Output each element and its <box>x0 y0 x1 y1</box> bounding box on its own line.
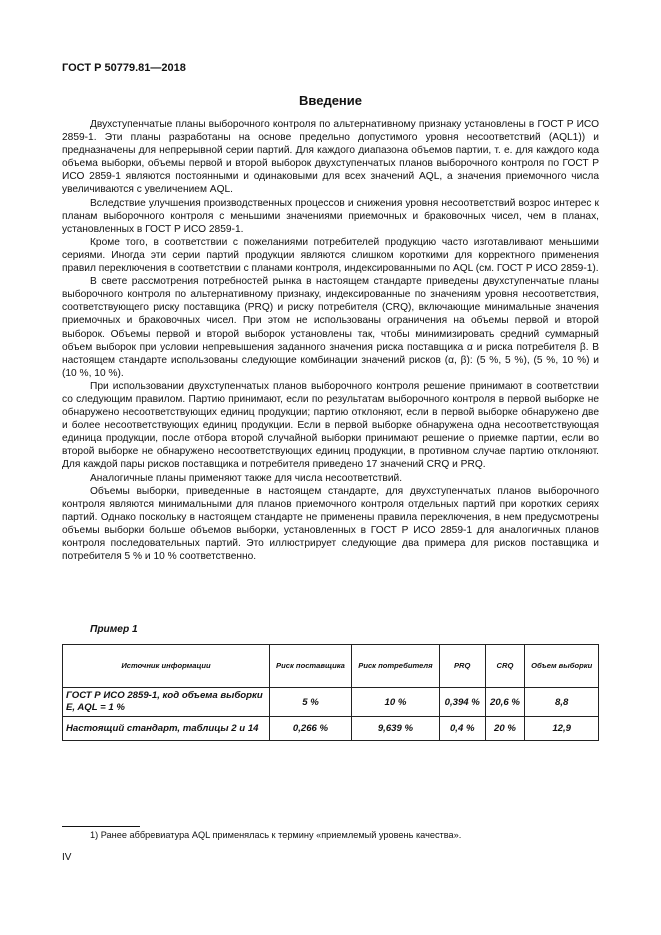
table-cell: 0,266 % <box>270 717 352 741</box>
col-header-prq: PRQ <box>439 645 485 688</box>
table-cell: 9,639 % <box>351 717 439 741</box>
example-label: Пример 1 <box>90 624 138 635</box>
table-cell: 0,394 % <box>439 688 485 717</box>
paragraph-5: При использовании двухступенчатых планов выборочного контроля решение принимают в соответствии со следующим правилом. Партию принимают, если по результатам выборочного контроля в первой выборке не обнаружено несоответствующих единиц продукции; партию отклоняют, если в первой выборке обнаружено две и более несоответствующих единиц продукции. Если в первой выборке обнаружена одна несоответствующая единица продукции, после отбора второй случайной выборки принимают решение о приемке партии, если во второй выборке не обнаружено несоответствующих единиц продукции, в противном случае партию отклоняют. Для каждой пары рисков поставщика и потребителя приведено 17 значений CRQ и PRQ. <box>62 380 599 471</box>
table-cell: 20,6 % <box>485 688 525 717</box>
table-cell: 12,9 <box>525 717 599 741</box>
paragraph-1: Двухступенчатые планы выборочного контроля по альтернативному признаку установлены в ГОСТ Р ИСО 2859-1. Эти планы разработаны на основе предельно допустимого уровня несоответствий (AQL1)) и предназначены для непрерывной серии партий. Для каждого диапазона объемов партии, т. е. для каждого кода объема выборки, объемы первой и второй выборок двухступенчатых планов выборочного контроля по ГОСТ Р ИСО 2859-1 являются постоянными и одинаковыми для всех значений AQL, а значения приемочного числа увеличиваются с увеличением AQL. <box>62 119 599 196</box>
table-cell: 20 % <box>485 717 525 741</box>
table-cell: ГОСТ Р ИСО 2859-1, код объема выборки E, AQL = 1 % <box>63 688 270 717</box>
table-cell: 10 % <box>351 688 439 717</box>
col-header-crq: CRQ <box>485 645 525 688</box>
comparison-table <box>62 644 599 741</box>
table-cell: 5 % <box>270 688 352 717</box>
col-header-sample-size: Объем выборки <box>525 645 599 688</box>
table-cell: 8,8 <box>525 688 599 717</box>
table-cell: 0,4 % <box>439 717 485 741</box>
paragraph-6: Аналогичные планы применяют также для числа несоответствий. <box>90 472 403 484</box>
table-cell: Настоящий стандарт, таблицы 2 и 14 <box>63 717 270 741</box>
page-number: IV <box>62 852 72 863</box>
paragraph-4: В свете рассмотрения потребностей рынка в настоящем стандарте приведены двухступенчатые планы выборочного контроля по альтернативному признаку, индексированные по значениям уровня несоответствия, соответствующего риску поставщика (PRQ) и риску потребителя (CRQ), включающие минимальные значения приемочных и браковочных чисел. При этом не использованы ограничения на объемы первой и второй выборок. Объемы первой и второй выборок установлены так, чтобы минимизировать средний суммарный объем выборок при условии непревышения заданного значения риска поставщика α и риска потребителя β. В настоящем стандарте использованы следующие комбинации значений рисков (α, β): (5 %, 5 %), (5 %, 10 %) и (10 %, 10 %). <box>62 276 599 379</box>
col-header-consumer-risk: Риск потребителя <box>351 645 439 688</box>
body-text <box>62 118 599 563</box>
footnote-divider <box>62 826 140 827</box>
document-id: ГОСТ Р 50779.81—2018 <box>62 62 186 74</box>
section-title: Введение <box>299 93 362 108</box>
col-header-source: Источник информации <box>63 645 270 688</box>
table-row <box>63 717 599 741</box>
col-header-supplier-risk: Риск поставщика <box>270 645 352 688</box>
paragraph-3: Кроме того, в соответствии с пожеланиями потребителей продукцию часто изготавливают меньшими сериями. Иногда эти серии партий продукции являются слишком короткими для корректного применения правил переключения в соответствии с планами контроля, индексированными по AQL (см. ГОСТ Р ИСО 2859-1). <box>62 236 599 275</box>
table-header-row <box>63 645 599 688</box>
footnote: 1) Ранее аббревиатура AQL применялась к термину «приемлемый уровень качества». <box>90 830 462 840</box>
table-row <box>63 688 599 717</box>
paragraph-7: Объемы выборки, приведенные в настоящем стандарте, для двухступенчатых планов выборочного контроля являются минимальными для планов приемочного контроля отдельных партий при коротких сериях партий. Однако поскольку в настоящем стандарте не применены правила переключения, в нем предусмотрены объемы выборки больше объемов выборки, установленных в ГОСТ Р ИСО 2859-1 для аналогичных планов контроля последовательных партий. Это иллюстрирует следующие два примера для рисков поставщика и потребителя 5 % и 10 % соответственно. <box>62 485 599 563</box>
paragraph-2: Вследствие улучшения производственных процессов и снижения уровня несоответствий возрос интерес к планам выборочного контроля с меньшими значениями приемочных и браковочных чисел, чем в планах, установленных в ГОСТ Р ИСО 2859-1. <box>62 197 599 235</box>
